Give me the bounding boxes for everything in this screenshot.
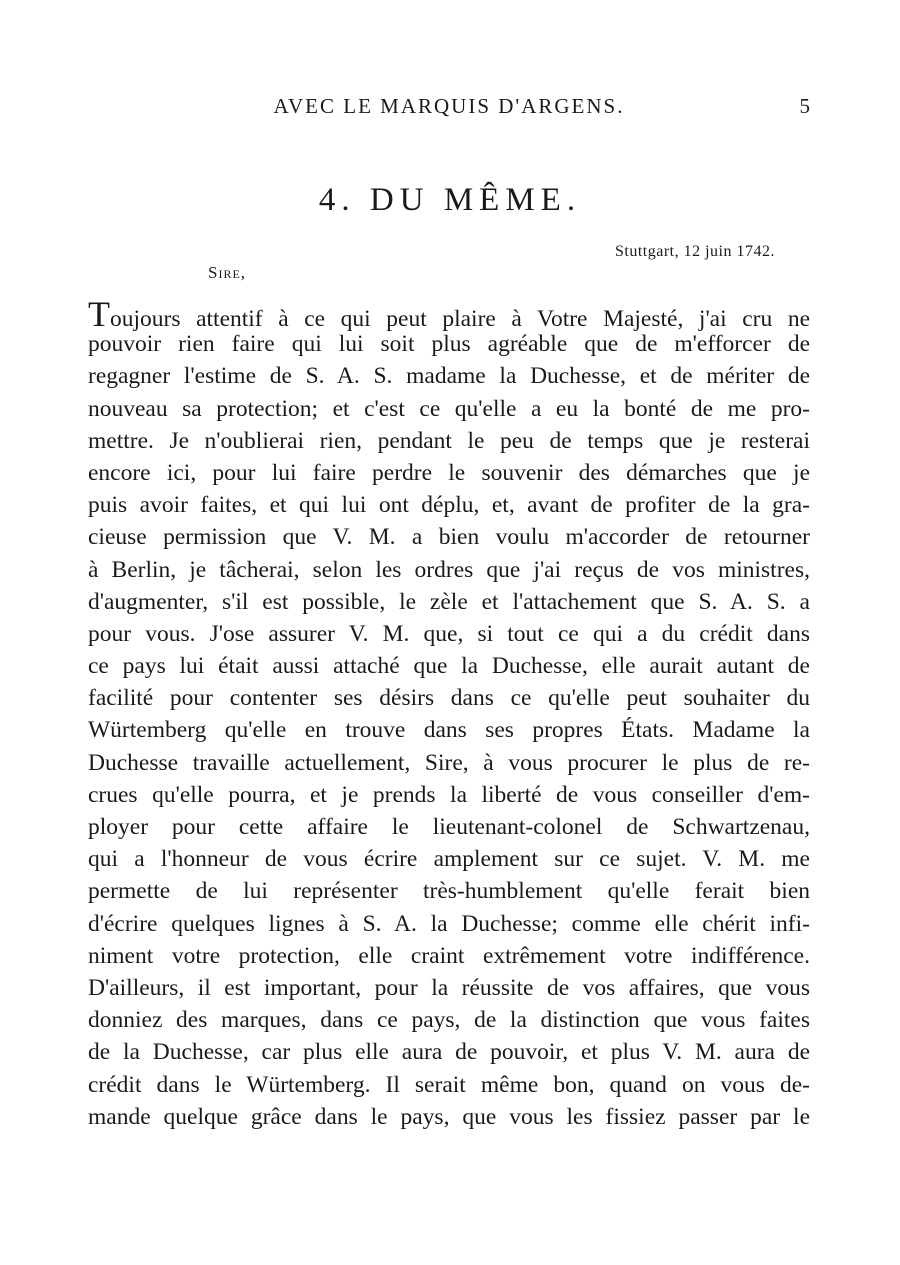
text-line <box>88 554 810 586</box>
text-line-content: Duchesse travaille actuellement, Sire, à vous procurer le plus de re- <box>88 749 810 776</box>
text-line <box>88 521 810 553</box>
text-line <box>88 1069 810 1101</box>
text-line <box>88 489 810 521</box>
text-line-content: pouvoir rien faire qui lui soit plus agréable que de m'efforcer de <box>88 331 810 358</box>
text-line <box>88 650 810 682</box>
text-line-content: permette de lui représenter très-humblement qu'elle ferait bien <box>88 878 810 905</box>
text-line-content: puis avoir faites, et qui lui ont déplu, et, avant de profiter de la gra- <box>88 492 810 519</box>
text-line-content: qui a l'honneur de vous écrire amplement sur ce sujet. V. M. me <box>88 846 810 873</box>
text-line <box>88 875 810 907</box>
text-line <box>88 972 810 1004</box>
text-line-content: D'ailleurs, il est important, pour la réussite de vos affaires, que vous <box>88 974 810 1001</box>
text-line <box>88 811 810 843</box>
text-line-content: mettre. Je n'oublierai rien, pendant le peu de temps que je resterai <box>88 427 810 454</box>
running-title: AVEC LE MARQUIS D'ARGENS. <box>273 94 625 118</box>
dateline: Stuttgart, 12 juin 1742. <box>615 243 775 260</box>
text-line-content: oujours attentif à ce qui peut plaire à Votre Majesté, j'ai cru ne <box>110 306 810 332</box>
text-line-content: regagner l'estime de S. A. S. madame la Duchesse, et de mériter de <box>88 363 810 390</box>
text-line <box>88 425 810 457</box>
text-line <box>88 1004 810 1036</box>
text-line-content: d'écrire quelques lignes à S. A. la Duchesse; comme elle chérit infi- <box>88 910 810 937</box>
text-line-content: de la Duchesse, car plus elle aura de pouvoir, et plus V. M. aura de <box>88 1039 810 1066</box>
text-line <box>88 457 810 489</box>
text-line <box>88 747 810 779</box>
text-line <box>88 393 810 425</box>
text-line-content: nouveau sa protection; et c'est ce qu'elle a eu la bonté de me pro- <box>88 395 810 422</box>
text-line-content: d'augmenter, s'il est possible, le zèle et l'attachement que S. A. S. a <box>88 588 810 615</box>
drop-cap: T <box>88 294 110 334</box>
text-line-content: facilité pour contenter ses désirs dans ce qu'elle peut souhaiter du <box>88 685 810 712</box>
salutation: Sire, <box>208 263 247 282</box>
text-line-content: pour vous. J'ose assurer V. M. que, si tout ce qui a du crédit dans <box>88 620 810 647</box>
text-line <box>88 360 810 392</box>
letter-title: 4. DU MÊME. <box>318 182 582 218</box>
text-line <box>88 779 810 811</box>
text-line-content: mande quelque grâce dans le pays, que vous les fissiez passer par le <box>88 1103 810 1130</box>
text-line-content: ce pays lui était aussi attaché que la Duchesse, elle aurait autant de <box>88 653 810 680</box>
text-line-content: donniez des marques, dans ce pays, de la distinction que vous faites <box>88 1007 810 1034</box>
text-line-content: cieuse permission que V. M. a bien voulu m'accorder de retourner <box>88 524 810 551</box>
text-line <box>88 843 810 875</box>
text-line <box>88 586 810 618</box>
page-number: 5 <box>799 94 810 118</box>
text-line-content: Würtemberg qu'elle en trouve dans ses propres États. Madame la <box>88 717 810 744</box>
text-line-content: à Berlin, je tâcherai, selon les ordres que j'ai reçus de vos ministres, <box>88 556 810 583</box>
running-head <box>88 94 810 124</box>
text-line-content: encore ici, pour lui faire perdre le souvenir des démarches que je <box>88 459 810 486</box>
text-line <box>88 618 810 650</box>
text-line <box>88 908 810 940</box>
text-line <box>88 682 810 714</box>
text-line-content: niment votre protection, elle craint extrêmement votre indifférence. <box>88 942 810 969</box>
text-line <box>88 940 810 972</box>
text-line <box>88 1036 810 1068</box>
text-line <box>88 328 810 360</box>
text-line <box>88 714 810 746</box>
letter-body <box>88 296 810 1133</box>
text-line-content: ployer pour cette affaire le lieutenant-colonel de Schwartzenau, <box>88 814 810 840</box>
text-line <box>88 1101 810 1133</box>
text-line-content: crues qu'elle pourra, et je prends la liberté de vous conseiller d'em- <box>88 781 810 808</box>
text-line-content: crédit dans le Würtemberg. Il serait même bon, quand on vous de- <box>88 1071 810 1098</box>
text-line <box>88 294 810 334</box>
